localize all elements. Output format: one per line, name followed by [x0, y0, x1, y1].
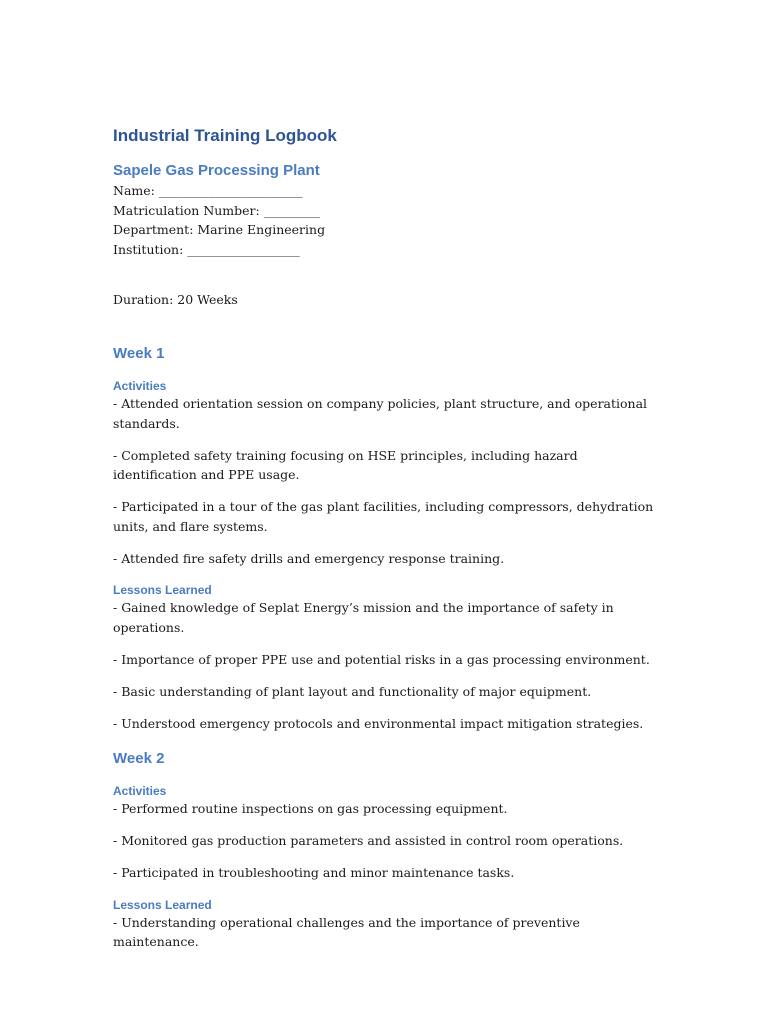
week-heading: Week 2 — [113, 750, 165, 767]
lesson-item: - Understood emergency protocols and environmental impact mitigation strategies. — [113, 715, 644, 731]
document-page — [113, 125, 658, 952]
matriculation-number-field: Matriculation Number: _________ — [113, 202, 320, 218]
activities-heading: Activities — [113, 379, 167, 393]
document-title: Industrial Training Logbook — [113, 126, 337, 145]
activities-heading: Activities — [113, 784, 167, 798]
institution-field: Institution: __________________ — [113, 241, 300, 257]
name-field: Name: _______________________ — [113, 183, 303, 198]
activity-item: - Performed routine inspections on gas processing equipment. — [113, 801, 508, 816]
activity-item: - Monitored gas production parameters and assisted in control room operations. — [113, 833, 624, 848]
lesson-item: - Importance of proper PPE use and potential risks in a gas processing environment. — [113, 651, 650, 667]
activity-item: - Attended orientation session on company policies, plant structure, and operational standards. — [113, 396, 648, 431]
activity-item: - Participated in a tour of the gas plant facilities, including compressors, dehydration units, and flare systems. — [113, 499, 654, 534]
lesson-item: - Understanding operational challenges and the importance of preventive maintenance. — [113, 914, 580, 949]
lesson-item: - Basic understanding of plant layout and functionality of major equipment. — [113, 683, 592, 699]
document-subtitle: Sapele Gas Processing Plant — [113, 162, 320, 179]
lessons-learned-heading: Lessons Learned — [113, 583, 212, 597]
department-field: Department: Marine Engineering — [113, 222, 326, 237]
week-1-section — [113, 344, 658, 733]
student-info — [113, 181, 658, 259]
week-heading: Week 1 — [113, 345, 165, 362]
duration-text: Duration: 20 Weeks — [113, 292, 238, 307]
activity-item: - Completed safety training focusing on HSE principles, including hazard identification and PPE usage. — [113, 447, 578, 482]
activity-item: - Attended fire safety drills and emergency response training. — [113, 550, 505, 566]
lesson-item: - Gained knowledge of Seplat Energy’s mission and the importance of safety in operations. — [113, 600, 614, 635]
activity-item: - Participated in troubleshooting and minor maintenance tasks. — [113, 865, 515, 880]
lessons-learned-heading: Lessons Learned — [113, 897, 212, 912]
week-2-section — [113, 749, 658, 952]
